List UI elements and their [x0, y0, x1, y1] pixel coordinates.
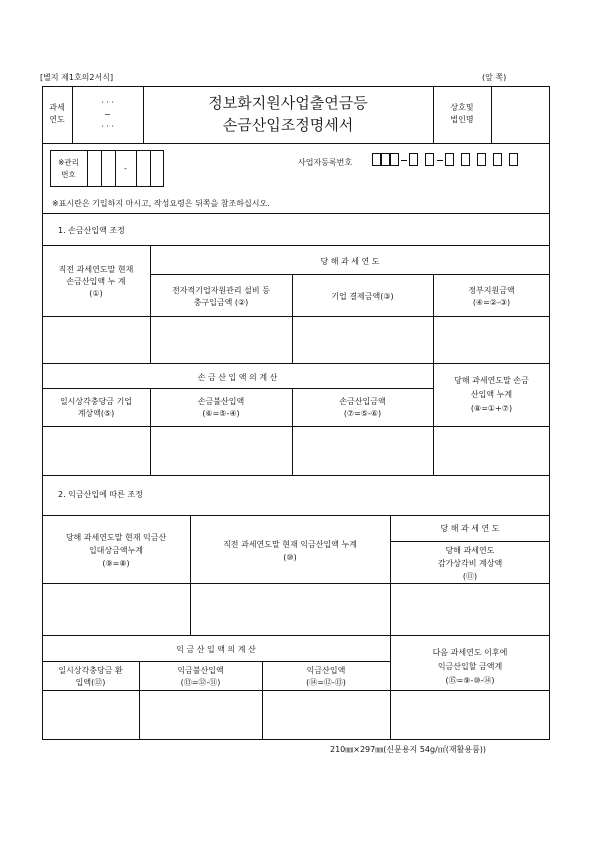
biz-no-digit[interactable] [445, 153, 454, 166]
form-title-line-1: 정보화지원사업출연금등 [208, 94, 368, 112]
mgmt-dash: - [124, 164, 127, 173]
col13-label: 익금불산입액 [177, 666, 224, 675]
instruction-note: ※표시란은 기입하지 마시고, 작성요령은 뒤쪽을 참조하십시오. [52, 199, 270, 208]
col10-label: 직전 과세연도말 현재 익금산입액 누계 [223, 540, 357, 549]
col15-label-2: 익금산입할 금액계 [437, 662, 503, 671]
col14-label: 익금산입액 [306, 666, 346, 675]
date-start: · · · [101, 98, 114, 107]
col9-label-2: 입대상금액누계 [88, 546, 144, 555]
company-label: 상호및 [450, 103, 474, 112]
col2-label-2: 충구입금액 (②) [193, 298, 249, 307]
col10-label-2: (⑩) [283, 553, 297, 562]
biz-no-digit[interactable] [390, 153, 399, 166]
biz-no-digit[interactable] [372, 153, 381, 166]
tax-year-label: 과세 [49, 103, 65, 112]
col9-label: 당해 과세연도말 현재 익금산 [65, 533, 167, 542]
col2-label: 전자적기업자원관리 설비 등 [172, 286, 270, 295]
col11-label-2: 감가상각비 계상액 [437, 559, 503, 568]
col12-label: 일시상각충당금 환 [58, 666, 123, 675]
col9-label-3: (⑨=⑧) [102, 559, 130, 568]
company-label-2: 법인명 [450, 115, 474, 124]
tax-year-label-2: 연도 [49, 115, 65, 124]
biz-no-digit[interactable] [461, 153, 470, 166]
form-title-line-2: 손금산입조정명세서 [222, 116, 354, 134]
mgmt-label: ※관리 [58, 158, 79, 167]
col7-label-2: (⑦=⑤-⑥) [343, 409, 382, 418]
col3-label: 기업 결제금액(③) [331, 292, 394, 301]
biz-no-digit[interactable] [509, 153, 518, 166]
col8-label-2: 산입액 누계 [470, 390, 513, 399]
biz-no-digit[interactable] [409, 153, 418, 166]
paper-spec: 210㎜×297㎜(신문용지 54g/㎡(재활용품)) [330, 745, 487, 754]
col6-label-2: (⑥=⑤-④) [202, 409, 240, 418]
col15-label-3: (⑮=⑨-⑩-⑭) [445, 676, 495, 685]
col14-label-2: (⑭=⑫-⑬) [306, 678, 346, 687]
col5-label: 일시상각충당금 기업 [59, 397, 133, 406]
col7-label: 손금산입금액 [339, 397, 386, 406]
section1-heading: 1. 손금산입액 조정 [58, 226, 125, 235]
col4-label: 정부지원금액 [468, 286, 515, 295]
col11-label-3: (⑪) [462, 572, 478, 581]
page-side: (앞 쪽) [482, 73, 507, 82]
col8-label: 당해 과세연도말 손금 [454, 376, 529, 385]
date-tilde: ~ [104, 110, 111, 119]
col12-label-2: 입액(⑫) [75, 678, 106, 687]
col1-label-2: 손금산입액 누 계 [66, 277, 126, 286]
section2-heading: 2. 익금산입에 따른 조정 [58, 490, 143, 499]
col15-label: 다음 과세연도 이후에 [432, 648, 508, 657]
col11-label: 당해 과세연도 [445, 546, 495, 555]
biz-no-digit[interactable] [493, 153, 502, 166]
mgmt-label-2: 번호 [61, 170, 76, 179]
date-end: · · · [101, 122, 114, 131]
col1-label: 직전 과세연도말 현재 [58, 265, 134, 274]
col5-label-2: 계상액(⑤) [77, 409, 115, 418]
biz-no-digit[interactable] [381, 153, 390, 166]
biz-no-label: 사업자등록번호 [298, 158, 353, 167]
biz-no-digit[interactable] [477, 153, 486, 166]
current-year-header: 당 해 과 세 연 도 [320, 257, 380, 266]
form-id: [별지 제1호의2서식] [40, 73, 114, 82]
s1-calc-header: 손 금 산 입 액 의 계 산 [197, 373, 278, 382]
s2-calc-header: 익 금 산 입 액 의 계 산 [176, 645, 256, 654]
col8-label-3: (⑧=①+⑦) [470, 404, 513, 413]
biz-no-digit[interactable] [425, 153, 434, 166]
col1-label-3: (①) [89, 289, 103, 298]
s2-current-year: 당 해 과 세 연 도 [440, 524, 500, 533]
col6-label: 손금불산입액 [197, 397, 245, 406]
col4-label-2: (④=②-③) [472, 298, 511, 307]
col13-label-2: (⑬=⑫-⑪) [180, 678, 221, 687]
